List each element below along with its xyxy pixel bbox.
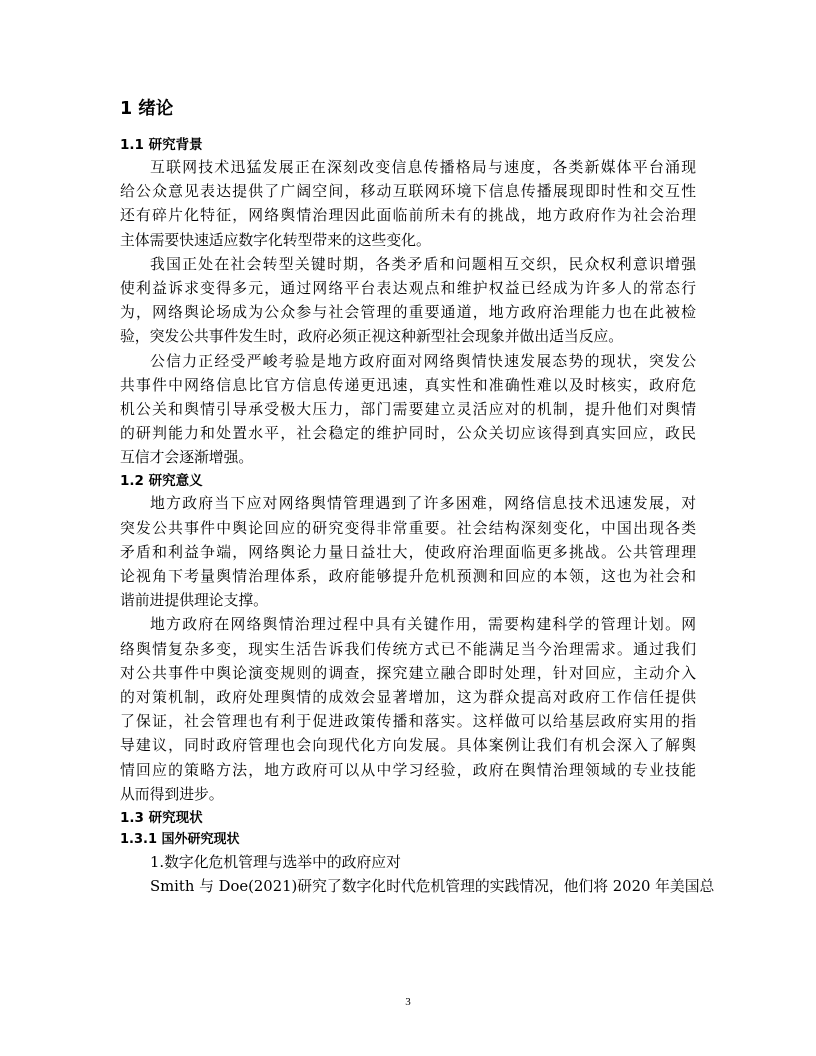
text-line: 从而得到进步。 — [120, 785, 224, 803]
text-line: 对公共事件中舆论演变规则的调查，探究建立融合即时处理，针对回应，主动介入 — [120, 664, 696, 682]
section-heading-background: 1.1 研究背景 — [120, 137, 203, 153]
text-line: 为，网络舆论场成为公众参与社会管理的重要通道，地方政府治理能力也在此被检 — [120, 304, 696, 322]
page-number: 3 — [405, 996, 411, 1008]
section-heading-status: 1.3 研究现状 — [120, 809, 203, 826]
text-line: 公信力正经受严峻考验是地方政府面对网络舆情快速发展态势的现状，突发公 — [150, 352, 696, 370]
list-item-title: 1.数字化危机管理与选举中的政府应对 — [150, 853, 401, 871]
text-line: 还有碎片化特征，网络舆情治理因此面临前所未有的挑战，地方政府作为社会治理 — [120, 207, 696, 225]
paragraph — [120, 350, 696, 471]
text-line: 的对策机制，政府处理舆情的成效会显著增加，这为群众提高对政府工作信任提供 — [120, 688, 696, 706]
text-line: 验，突发公共事件发生时，政府必须正视这种新型社会现象并做出适当反应。 — [120, 328, 624, 346]
text-line: 互联网技术迅猛发展正在深刻改变信息传播格局与速度，各类新媒体平台涌现 — [150, 159, 696, 176]
text-line: 导建议，同时政府管理也会向现代化方向发展。具体案例让我们有机会深入了解舆 — [120, 737, 696, 755]
text-line: Smith 与 Doe(2021)研究了数字化时代危机管理的实践情况，他们将 2020 年美国总 — [150, 878, 715, 896]
paragraph — [120, 253, 696, 350]
text-line: 地方政府当下应对网络舆情管理遇到了许多困难，网络信息技术迅速发展，对 — [150, 495, 696, 513]
text-line: 论视角下考量舆情治理体系，政府能够提升危机预测和回应的本领，这也为社会和 — [120, 568, 696, 585]
text-line: 我国正处在社会转型关键时期，各类矛盾和问题相互交织，民众权利意识增强 — [150, 255, 696, 273]
text-line: 谐前进提供理论支撑。 — [120, 592, 268, 610]
document-page — [120, 98, 715, 899]
subsection-heading-foreign-research: 1.3.1 国外研究现状 — [120, 831, 240, 847]
paragraph — [120, 492, 696, 613]
text-line: 机公关和舆情引导承受极大压力，部门需要建立灵活应对的机制，提升他们对舆情 — [120, 400, 696, 418]
text-line: 矛盾和利益争端，网络舆论力量日益壮大，使政府治理面临更多挑战。公共管理理 — [120, 543, 696, 561]
paragraph — [120, 613, 696, 807]
text-line: 主体需要快速适应数字化转型带来的这些变化。 — [120, 231, 431, 249]
text-line: 突发公共事件中舆论回应的研究变得非常重要。社会结构深刻变化，中国出现各类 — [120, 519, 696, 537]
text-line: 给公众意见表达提供了广阔空间，移动互联网环境下信息传播展现即时性和交互性 — [120, 183, 696, 201]
text-line: 使利益诉求变得多元，通过网络平台表达观点和维护权益已经成为许多人的常态行 — [120, 279, 696, 297]
text-line: 共事件中网络信息比官方信息传递更迅速，真实性和准确性难以及时核实，政府危 — [120, 376, 696, 394]
text-line: 的研判能力和处置水平，社会稳定的维护同时，公众关切应该得到真实回应，政民 — [120, 425, 696, 443]
text-line: 地方政府在网络舆情治理过程中具有关键作用，需要构建科学的管理计划。网 — [150, 616, 696, 634]
text-line: 了保证，社会管理也有利于促进政策传播和落实。这样做可以给基层政府实用的指 — [120, 713, 696, 731]
chapter-title: 1 绪论 — [120, 99, 174, 119]
text-line: 络舆情复杂多变，现实生活告诉我们传统方式已不能满足当今治理需求。通过我们 — [120, 640, 696, 658]
paragraph — [120, 156, 696, 253]
section-heading-significance: 1.2 研究意义 — [120, 473, 203, 490]
text-line: 情回应的策略方法，地方政府可以从中学习经验，政府在舆情治理领域的专业技能 — [120, 761, 696, 779]
text-line: 互信才会逐渐增强。 — [120, 449, 254, 467]
